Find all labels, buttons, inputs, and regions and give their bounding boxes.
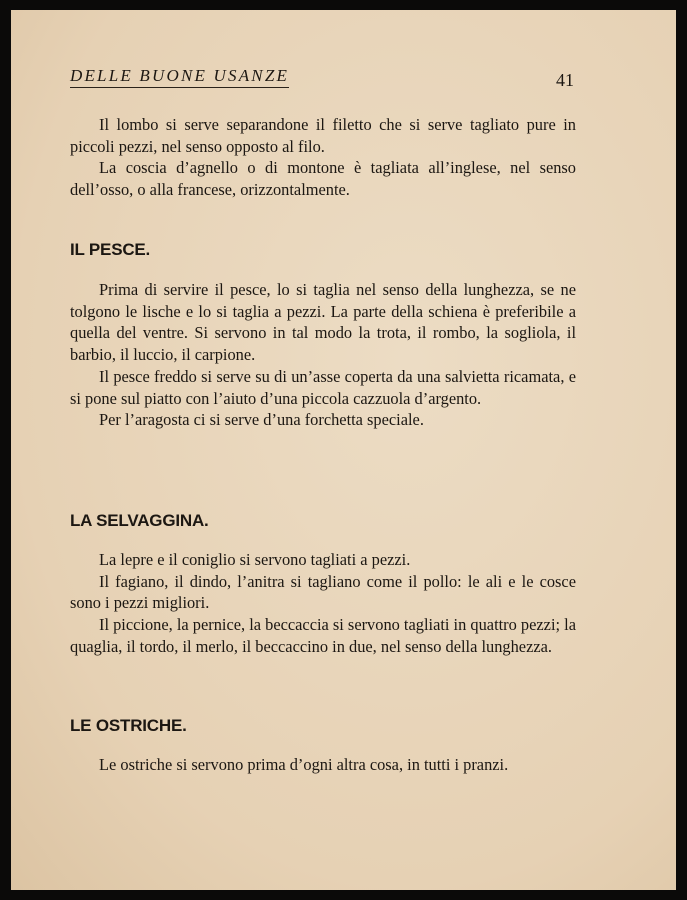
section-title-ostriche: LE OSTRICHE. <box>70 716 187 735</box>
paragraph: Per l’aragosta ci si serve d’una forchetta speciale. <box>99 410 424 430</box>
paragraph: La coscia d’agnello o di montone è tagliata all’inglese, nel senso dell’osso, o alla francese, orizzontalmente. <box>70 158 576 200</box>
paragraph: Le ostriche si servono prima d’ogni altra cosa, in tutti i pranzi. <box>99 755 509 774</box>
book-page <box>11 10 676 890</box>
section-body-selvaggina <box>70 549 576 658</box>
paragraph: Prima di servire il pesce, lo si taglia nel senso della lunghezza, se ne tolgono le lische e lo si taglia a pezzi. La parte della schiena è preferibile a quella del ventre. Si servono in tal modo la trota, il rombo, la sogliola, il barbio, il luccio, il carpione. <box>70 280 576 365</box>
paragraph: La lepre e il coniglio si servono tagliati a pezzi. <box>99 550 411 569</box>
paragraph: Il lombo si serve separandone il filetto che si serve tagliato pure in piccoli pezzi, nel senso opposto al filo. <box>70 115 576 156</box>
page-number: 41 <box>556 70 574 90</box>
intro-text <box>70 114 576 201</box>
section-title-pesce: IL PESCE. <box>70 240 151 259</box>
running-title: DELLE BUONE USANZE <box>70 66 289 88</box>
paragraph: Il pesce freddo si serve su di un’asse coperta da una salvietta ricamata, e si pone sul piatto con l’aiuto d’una piccola cazzuola d’argento. <box>70 366 576 408</box>
section-title-selvaggina: LA SELVAGGINA. <box>70 511 209 530</box>
paragraph: Il fagiano, il dindo, l’anitra si tagliano come il pollo: le ali e le cosce sono i pezzi migliori. <box>70 571 576 613</box>
paragraph: Il piccione, la pernice, la beccaccia si servono tagliati in quattro pezzi; la quaglia, il tordo, il merlo, il beccaccino in due, nel senso della lunghezza. <box>70 615 576 656</box>
section-body-ostriche <box>70 754 576 776</box>
section-body-pesce <box>70 279 576 431</box>
